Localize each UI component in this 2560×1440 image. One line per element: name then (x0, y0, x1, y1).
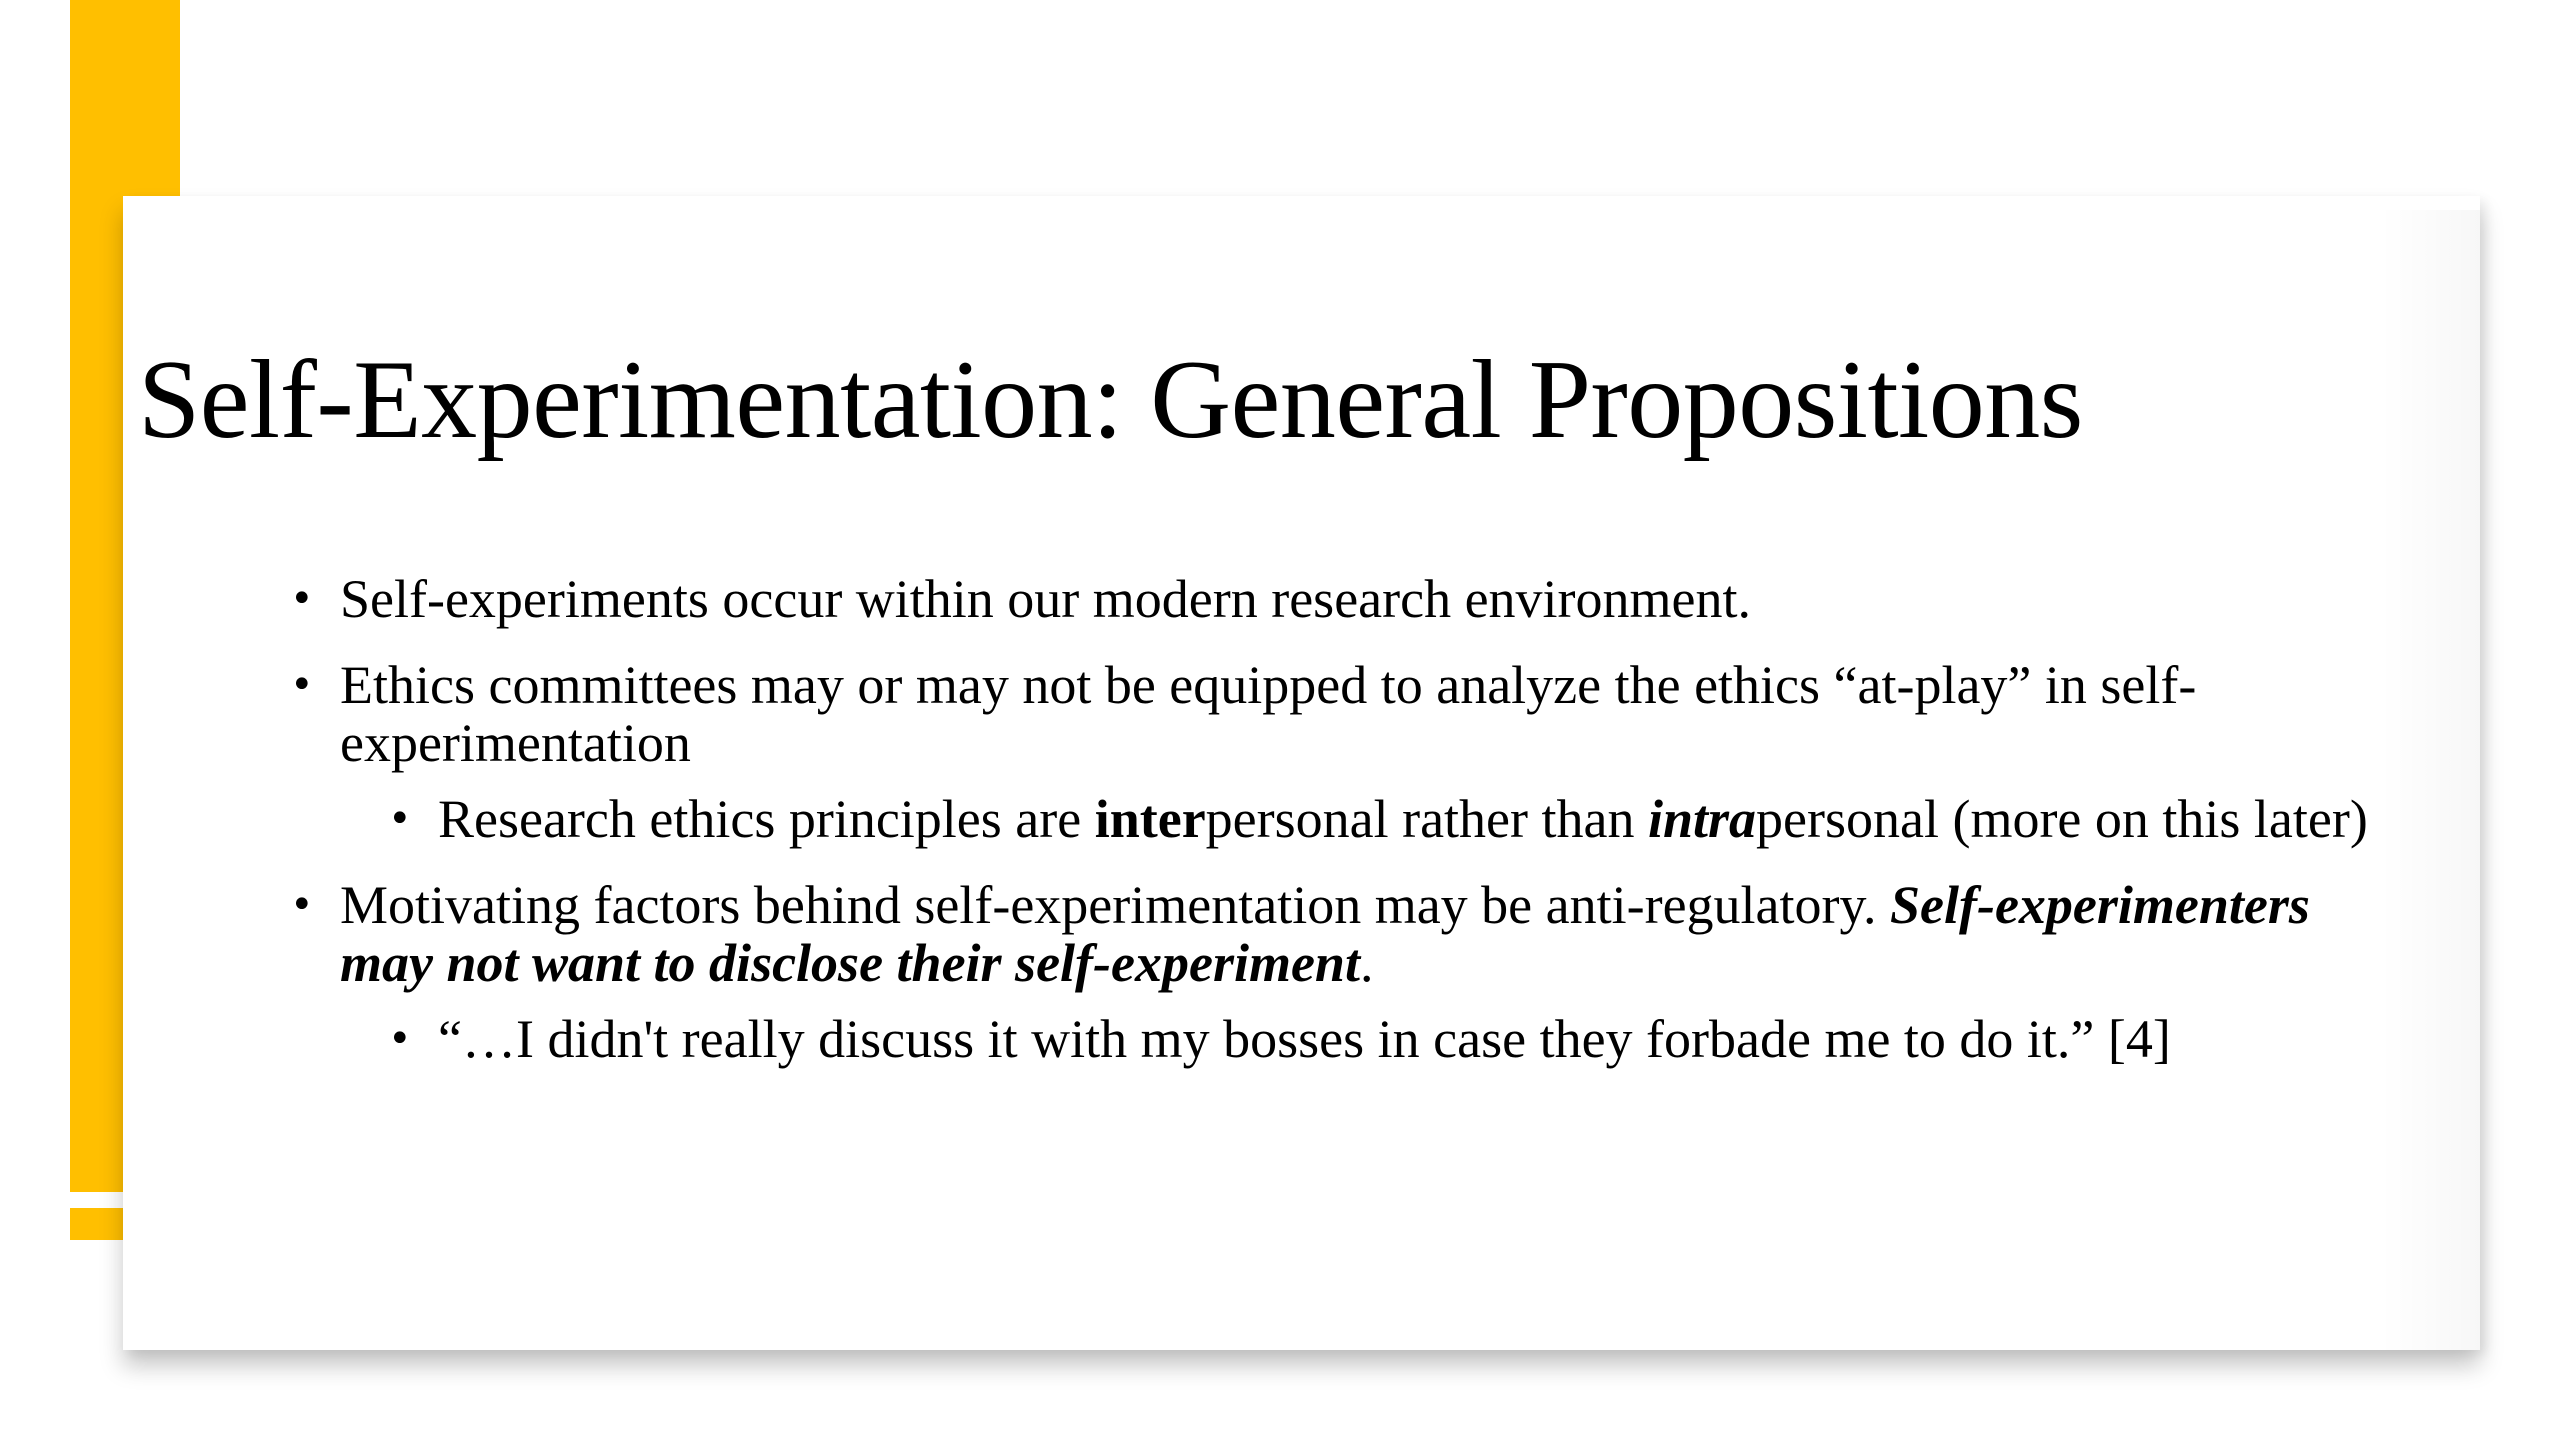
sub-bullet-1-bolditalic: intra (1647, 789, 1757, 849)
bullet-3-tail: . (1359, 933, 1374, 993)
sub-bullet-1-mid: personal rather than (1205, 789, 1648, 849)
sub-bullet-1 (290, 790, 2370, 848)
bullet-3 (290, 876, 2370, 992)
sub-bullet-1-post: personal (more on this later) (1756, 789, 2368, 849)
sub-bullet-2 (290, 1010, 2370, 1068)
bullet-1-text: Self-experiments occur within our modern research environment. (340, 569, 1752, 629)
sub-bullet-1-pre: Research ethics principles are (438, 789, 1095, 849)
slide-title: Self-Experimentation: General Propositions (138, 338, 2083, 462)
accent-bar-top (70, 0, 180, 196)
bullet-2 (290, 656, 2370, 772)
slide-body (290, 570, 2370, 1096)
bullet-3-text: Motivating factors behind self-experimentation may be anti-regulatory. (340, 875, 1890, 935)
sub-bullet-1-bold: inter (1094, 789, 1206, 849)
accent-bar-foot (70, 1208, 125, 1240)
bullet-3-emphasis: Self-experimenters may not want to disclose their self-experiment (340, 875, 2310, 993)
bullet-2-text: Ethics committees may or may not be equipped to analyze the ethics “at-play” in self-experimentation (340, 655, 2197, 773)
sub-bullet-2-quote: “…I didn't really discuss it with my bosses in case they forbade me to do it.” [4] (438, 1009, 2171, 1069)
bullet-1 (290, 570, 2370, 628)
